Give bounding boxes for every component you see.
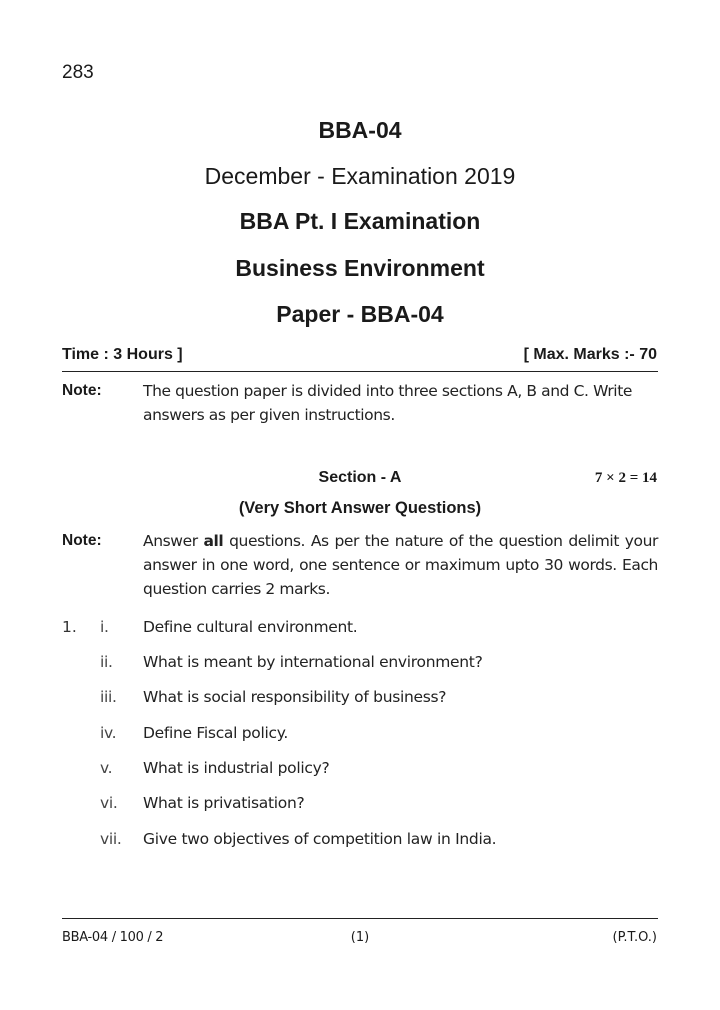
section-note-emphasis: all xyxy=(203,532,224,550)
question-item xyxy=(100,688,446,706)
question-text: What is meant by international environment? xyxy=(143,653,483,671)
question-text: Define cultural environment. xyxy=(143,618,358,636)
question-roman: vi. xyxy=(100,794,118,812)
subject-title: Business Environment xyxy=(235,255,485,281)
question-item xyxy=(100,759,329,777)
question-roman: v. xyxy=(100,759,113,777)
note-text: The question paper is divided into three sections A, B and C. Write answers as per given instructions. xyxy=(143,382,633,424)
footer-code: BBA-04 / 100 / 2 xyxy=(62,930,164,945)
question-text: Define Fiscal policy. xyxy=(143,724,288,742)
time-allowed: Time : 3 Hours ] xyxy=(62,346,183,363)
question-item xyxy=(100,618,357,636)
footer-divider xyxy=(62,918,658,919)
paper-title: Paper - BBA-04 xyxy=(276,301,444,327)
page-number: 283 xyxy=(62,62,94,83)
question-item xyxy=(100,653,483,671)
paper-code: BBA-04 xyxy=(318,117,402,143)
footer-page: (1) xyxy=(350,930,370,945)
course-title: BBA Pt. I Examination xyxy=(239,208,481,234)
question-item xyxy=(100,724,288,742)
exam-title: December - Examination 2019 xyxy=(204,163,516,189)
question-roman: ii. xyxy=(100,653,113,671)
footer-pto: (P.T.O.) xyxy=(612,930,657,945)
question-item xyxy=(100,794,304,812)
note-label: Note: xyxy=(62,382,102,399)
question-roman: i. xyxy=(100,618,109,636)
question-roman: iv. xyxy=(100,724,117,742)
question-roman: vii. xyxy=(100,830,122,848)
question-roman: iii. xyxy=(100,688,117,706)
section-note-text xyxy=(143,529,658,601)
section-note-label: Note: xyxy=(62,532,102,549)
section-title: Section - A xyxy=(318,469,402,486)
question-text: What is social responsibility of business? xyxy=(143,688,447,706)
section-note-text-end: questions. As per the nature of the question delimit your answer in one word, one sentence or maximum upto 30 words. Each question carries 2 marks. xyxy=(143,532,659,598)
section-marks: 7 × 2 = 14 xyxy=(594,470,657,486)
question-text: What is privatisation? xyxy=(143,794,305,812)
header-divider xyxy=(62,371,658,372)
max-marks: [ Max. Marks :- 70 xyxy=(523,346,657,363)
question-item xyxy=(100,830,496,848)
question-text: What is industrial policy? xyxy=(143,759,330,777)
question-number: 1. xyxy=(62,618,77,636)
question-text: Give two objectives of competition law in India. xyxy=(143,830,497,848)
section-note-text-start: Answer xyxy=(143,532,204,550)
section-subtitle: (Very Short Answer Questions) xyxy=(238,499,482,517)
